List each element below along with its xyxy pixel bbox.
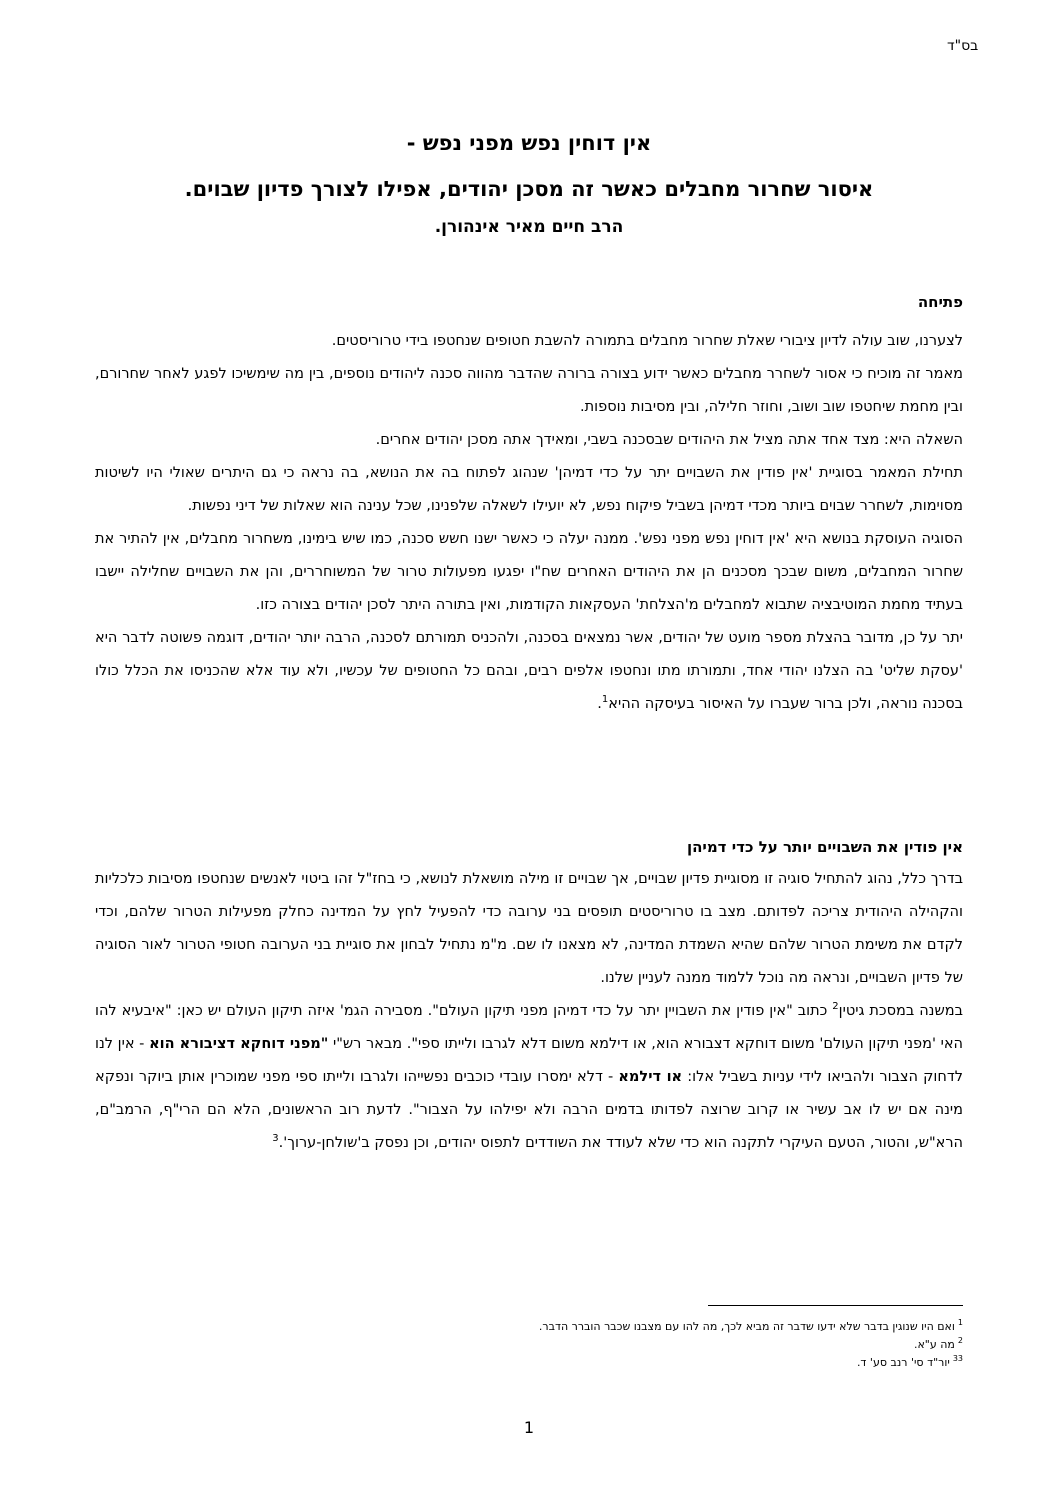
- footnote-ref: 1: [601, 694, 609, 706]
- footnote-text: יור"ד סי' רנב סע' ד.: [856, 1356, 950, 1369]
- author-name: הרב חיים מאיר אינהורן.: [434, 217, 624, 237]
- page-number: 1: [523, 1418, 535, 1437]
- footnote-number: 2: [957, 1336, 963, 1346]
- footnote-number: 1: [957, 1318, 963, 1328]
- paragraph: הסוגיה העוסקת בנושא היא 'אין דוחין נפש מפני נפש'. ממנה יעלה כי כאשר ישנו חשש סכנה, כמו שיש בימינו, משחרור מחבלים, אין להתיר את שחרור המחבלים, משום שבכך מסכנים הן את היהודים האחרים שח"ו יפגעו מפעולות טרור של המשוחררים, והן את השבויים שחלילה יישבו בעתיד מחמת המוטיבציה שתבוא למחבלים מ'הצלחת' העסקאות הקודמות, ואין בתורה היתר לסכן יהודים בצורה כזו.: [95, 531, 963, 613]
- footnote-text: ואם היו שנוגין בדבר שלא ידעו שדבר זה מביא לכך, מה להו עם מצבנו שכבר הוברר הדבר.: [538, 1320, 955, 1333]
- paragraph: השאלה היא: מצד אחד אתה מציל את היהודים שבסכנה בשבי, ומאידך אתה מסכן יהודים אחרים.: [375, 432, 963, 448]
- footnote: [95, 1318, 963, 1336]
- paragraph: [95, 622, 963, 721]
- paragraph: לצערנו, שוב עולה לדיון ציבורי שאלת שחרור מחבלים בתמורה להשבת חטופים שנחטפו בידי טרוריסטים.: [331, 333, 963, 349]
- footnote-number: 33: [952, 1354, 963, 1364]
- paragraph: מאמר זה מוכיח כי אסור לשחרר מחבלים כאשר ידוע בצורה ברורה שהדבר מהווה סכנה ליהודים נוספים, בין מה שימשיכו לפגע לאחר שחרורם, ובין מחמת שיחטפו שוב ושוב, וחוזר חלילה, ובין מסיבות נוספות.: [95, 366, 963, 415]
- footnote-divider: [708, 1305, 963, 1306]
- section-heading-opening: פתיחה: [917, 293, 963, 311]
- paragraph: [95, 995, 963, 1160]
- subtitle: איסור שחרור מחבלים כאשר זה מסכן יהודים, אפילו לצורך פדיון שבוים.: [184, 177, 874, 201]
- footnotes: [95, 1318, 963, 1372]
- paragraph-end: .: [597, 696, 602, 712]
- footnote-ref: 3: [272, 1133, 279, 1145]
- main-title: אין דוחין נפש מפני נפש -: [406, 131, 652, 155]
- paragraph-text: יתר על כן, מדובר בהצלת מספר מועט של יהודים, אשר נמצאים בסכנה, ולהכניס תמורתם לסכנה, הרבה יותר יהודים, דוגמה פשוטה לדבר היא 'עסקת שליט' בה הצלנו יהודי אחד, ותמורתו מתו ונחטפו אלפים רבים, ובהם כל החטופים של עכשיו, ולא עוד אלא שהכניסו את הכלל כולו בסכנה נוראה, ולכן ברור שעברו על האיסור בעיסקה ההיא: [95, 630, 963, 712]
- paragraph-text: במשנה במסכת גיטין: [838, 1003, 963, 1019]
- paragraph: תחילת המאמר בסוגיית 'אין פודין את השבויים יתר על כדי דמיהן' שנהוג לפתוח בה את הנושא, בה נראה כי גם היתרים שאולי היו לשיטות מסוימות, לשחרר שבוים ביותר מכדי דמיהן בשביל פיקוח נפש, לא יועילו לשאלה שלפנינו, שכל ענינה הוא שאלות של דיני נפשות.: [95, 465, 963, 514]
- paragraph-text: - אין לנו לדחוק הצבור ולהביאו לידי עניות בשביל אלו:: [95, 1036, 964, 1085]
- header-mark: בס"ד: [947, 38, 979, 54]
- footnote-text: מה ע"א.: [913, 1338, 955, 1351]
- quote-bold: "מפני דוחקא דציבורא הוא: [149, 1036, 329, 1052]
- footnote: [95, 1336, 963, 1354]
- paragraph-text: כתוב "אין פודין את השבויין יתר על כדי דמיהן מפני תיקון העולם". מסבירה הגמ' איזה תיקון העולם יש כאן: "איבעיא להו האי 'מפני תיקון העולם' משום דוחקא דצבורא הוא, או דילמא משום דלא לגרבו ולייתו ספי". מבאר רש"י: [95, 1003, 963, 1052]
- section-ransom-body: [95, 863, 963, 1160]
- footnote: [95, 1354, 963, 1372]
- quote-bold: או דילמא: [618, 1069, 683, 1085]
- paragraph: בדרך כלל, נהוג להתחיל סוגיה זו מסוגיית פדיון שבויים, אך שבויים זו מילה מושאלת לנושא, כי בחז"ל זהו ביטוי לאנשים שנחטפו מסיבות כלכליות והקהילה היהודית צריכה לפדותם. מצב בו טרוריסטים תופסים בני ערובה כדי להפעיל לחץ על המדינה כחלק מפעילות הטרור שלהם, וכדי לקדם את משימת הטרור שלהם שהיא השמדת המדינה, לא מצאנו לו שם. מ"מ נתחיל לבחון את סוגיית בני הערובה חטופי הטרור לאור הסוגיה של פדיון השבויים, ונראה מה נוכל ללמוד ממנה לעניין שלנו.: [95, 871, 963, 986]
- footnote-ref: 2: [832, 1001, 839, 1013]
- section-opening-body: [95, 325, 963, 721]
- section-heading-ransom: אין פודין את השבויים יותר על כדי דמיהן: [686, 838, 963, 856]
- title-block: [0, 130, 1058, 238]
- paragraph-text: - דלא ימסרו עובדי כוכבים נפשייהו ולגרבו ולייתו ספי מפני שמוכרין אותן ביוקר ונפקא מינה אם יש לו אב עשיר או קרוב שרוצה לפדותו בדמים הרבה ולא יפילהו על הצבור". לדעת רוב הראשונים, הלא הם הרי"ף, הרמב"ם, הרא"ש, והטור, הטעם העיקרי לתקנה הוא כדי שלא לעודד את השודדים לתפוס יהודים, וכן נפסק ב'שולחן-ערוך'.: [95, 1069, 963, 1151]
